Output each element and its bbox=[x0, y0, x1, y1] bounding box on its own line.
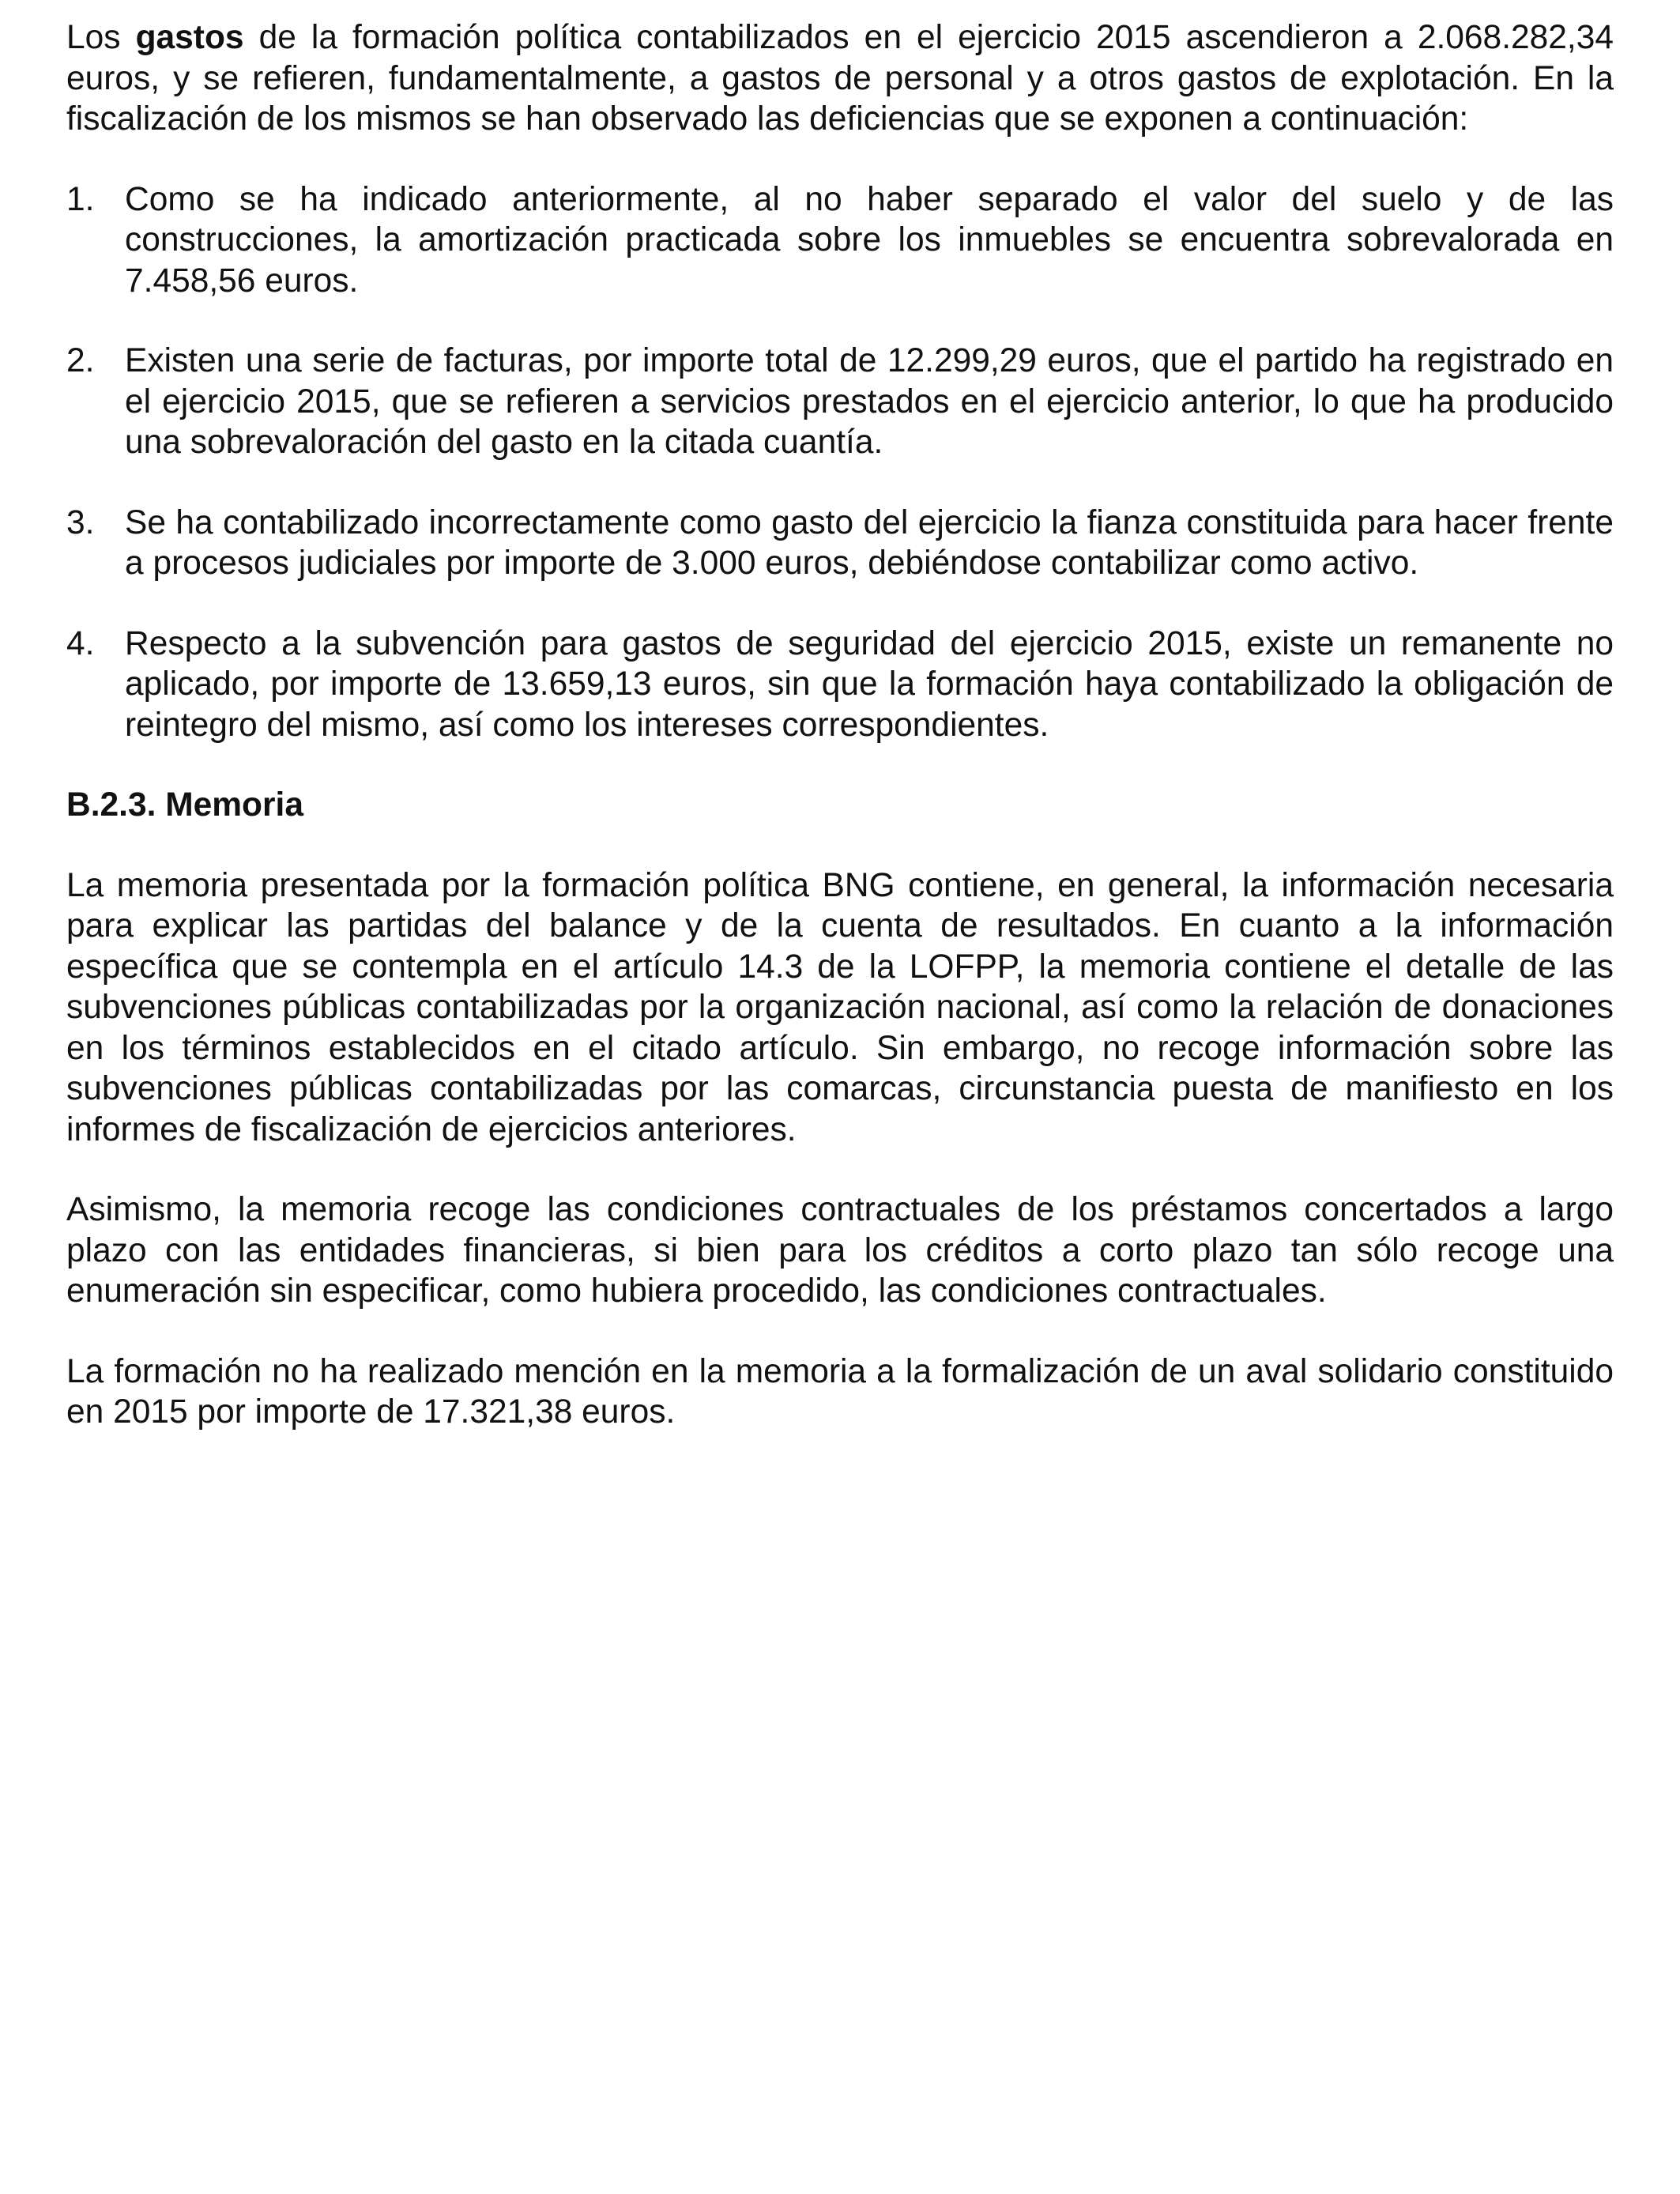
list-item-number: 4. bbox=[66, 624, 95, 662]
list-item-number: 3. bbox=[66, 503, 95, 541]
memoria-paragraph-3: La formación no ha realizado mención en la memoria a la formalización de un aval solidario constituido en 2015 por importe de 17.321,38 euros. bbox=[66, 1352, 1614, 1431]
list-item-text: Se ha contabilizado incorrectamente como gasto del ejercicio la fianza constituida para hacer frente a procesos judiciales por importe de 3.000 euros, debiéndose contabilizar como activo. bbox=[125, 503, 1614, 582]
document-page bbox=[66, 17, 1614, 1472]
list-item bbox=[66, 624, 1614, 746]
deficiencias-list bbox=[66, 179, 1614, 746]
list-item bbox=[66, 179, 1614, 302]
memoria-paragraph-1: La memoria presentada por la formación política BNG contiene, en general, la información necesaria para explicar las partidas del balance y de la cuenta de resultados. En cuanto a la información específica que se contempla en el artículo 14.3 de la LOFPP, la memoria contiene el detalle de las subvenciones públicas contabilizadas por la organización nacional, así como la relación de donaciones en los términos establecidos en el citado artículo. Sin embargo, no recoge información sobre las subvenciones públicas contabilizadas por las comarcas, circunstancia puesta de manifiesto en los informes de fiscalización de ejercicios anteriores. bbox=[66, 866, 1614, 1148]
section-heading: B.2.3. Memoria bbox=[66, 786, 303, 824]
intro-bold-word: gastos bbox=[135, 19, 244, 56]
intro-paragraph bbox=[66, 17, 1614, 140]
list-item-number: 2. bbox=[66, 342, 95, 379]
list-item bbox=[66, 341, 1614, 463]
intro-rest: de la formación política contabilizados en el ejercicio 2015 ascendieron a 2.068.282,34 euros, y se refieren, fundamentalmente, a gastos de personal y a otros gastos de explotación. En la fiscalización de los mismos se han observado las deficiencias que se exponen a continuación: bbox=[66, 19, 1614, 138]
list-item-text: Existen una serie de facturas, por importe total de 12.299,29 euros, que el partido ha registrado en el ejercicio 2015, que se refieren a servicios prestados en el ejercicio anterior, lo que ha producido una sobrevaloración del gasto en la citada cuantía. bbox=[125, 342, 1614, 461]
list-item bbox=[66, 503, 1614, 584]
list-item-number: 1. bbox=[66, 180, 95, 218]
intro-lead: Los bbox=[66, 19, 136, 56]
list-item-text: Respecto a la subvención para gastos de seguridad del ejercicio 2015, existe un remanente no aplicado, por importe de 13.659,13 euros, sin que la formación haya contabilizado la obligación de reintegro del mismo, así como los intereses correspondientes. bbox=[125, 624, 1614, 744]
list-item-text: Como se ha indicado anteriormente, al no haber separado el valor del suelo y de las construcciones, la amortización practicada sobre los inmuebles se encuentra sobrevalorada en 7.458,56 euros. bbox=[125, 180, 1614, 300]
memoria-paragraph-2: Asimismo, la memoria recoge las condiciones contractuales de los préstamos concertados a largo plazo con las entidades financieras, si bien para los créditos a corto plazo tan sólo recoge una enumeración sin especificar, como hubiera procedido, las condiciones contractuales. bbox=[66, 1191, 1614, 1310]
